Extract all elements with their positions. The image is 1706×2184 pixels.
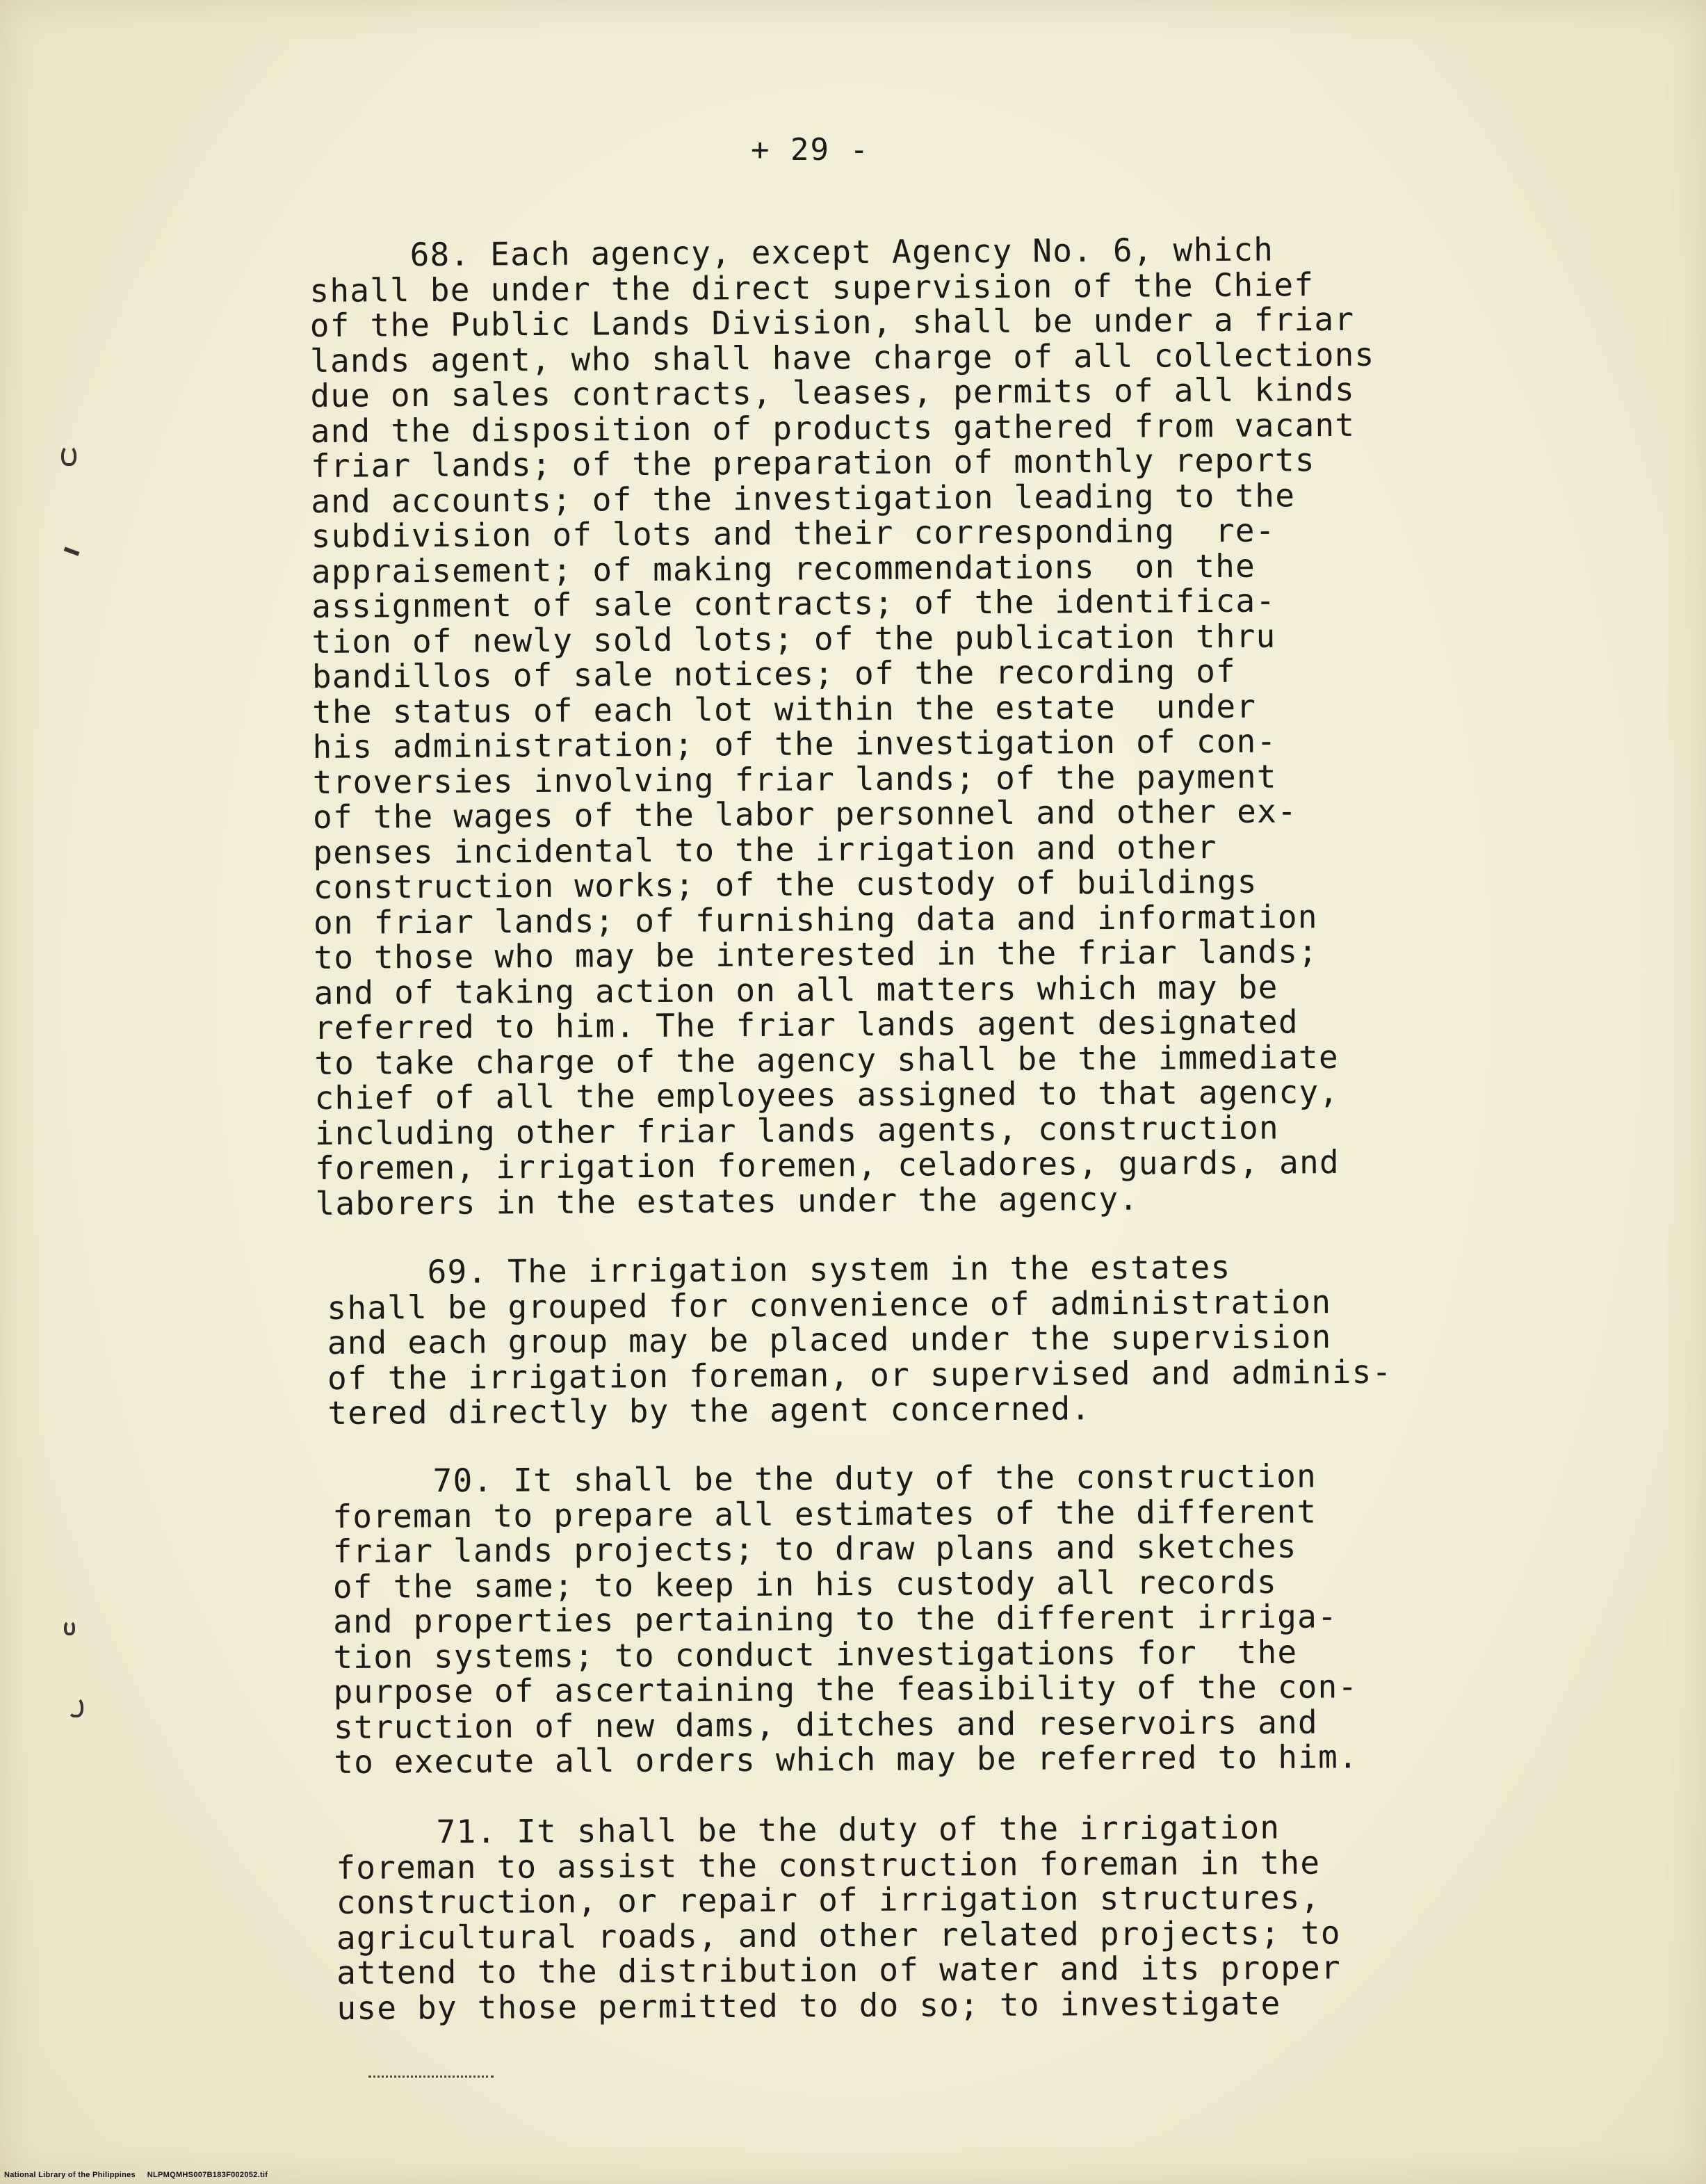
bottom-dash-line bbox=[368, 2076, 494, 2080]
paragraph-71: 71. It shall be the duty of the irrigation foreman to assist the construction foreman in the construction, or repair of irrigation structures, agricultural roads, and other related projects; to attend to the distribution of water and its proper use by those permitted to do so; to investigate bbox=[335, 1808, 1342, 2027]
binding-hole-mark bbox=[64, 1620, 75, 1635]
archive-filename: NLPMQMHS007B183F002052.tif bbox=[147, 2171, 268, 2179]
paragraph-69: 69. The irrigation system in the estates shall be grouped for convenience of administration and each group may be placed under the supervision of the irrigation foreman, or supervised and adminis- tered directly by the agent concerned. bbox=[326, 1248, 1392, 1432]
binding-hole-mark bbox=[61, 445, 76, 466]
paragraph-68: 68. Each agency, except Agency No. 6, which shall be under the direct supervision of the Chief of the Public Lands Division, shall be under a friar lands agent, who shall have charge of all collections due on sales contracts, leases, permits of all kinds and the disposition of products gathered from vacant friar lands; of the preparation of monthly reports and accounts; of the investigation leading to the subdivision of lots and their corresponding re- appraisement; of making recommendations on the assignment of sale contracts; of the identifica- tion of newly sold lots; of the publication thru bandillos of sale notices; of the recording of the status of each lot within the estate under his administration; of the investigation of con- troversies involving friar lands; of the payment of the wages of the labor personnel and other ex- penses incidental to the irrigation and other construction works; of the custody of buildings on friar lands; of furnishing data and information to those who may be interested in the friar lands; and of taking action on all matters which may be referred to him. The friar lands agent designated to take charge of the agency shall be the immediate chief of all the employees assigned to that agency, including other friar lands agents, construction foremen, irrigation foremen, celadores, guards, and laborers in the estates under the agency. bbox=[309, 230, 1375, 1222]
page-number: + 29 - bbox=[751, 132, 870, 168]
archive-footer bbox=[4, 2171, 268, 2179]
binding-hole-mark bbox=[68, 1697, 83, 1717]
archive-source: National Library of the Philippines bbox=[4, 2171, 136, 2179]
paragraph-70: 70. It shall be the duty of the construction foreman to prepare all estimates of the different friar lands projects; to draw plans and sketches of the same; to keep in his custody all records and properties pertaining to the different irriga- tion systems; to conduct investigations for the purpose of ascertaining the feasibility of the con- struction of new dams, ditches and reservoirs and to execute all orders which may be referred to him. bbox=[332, 1457, 1358, 1781]
